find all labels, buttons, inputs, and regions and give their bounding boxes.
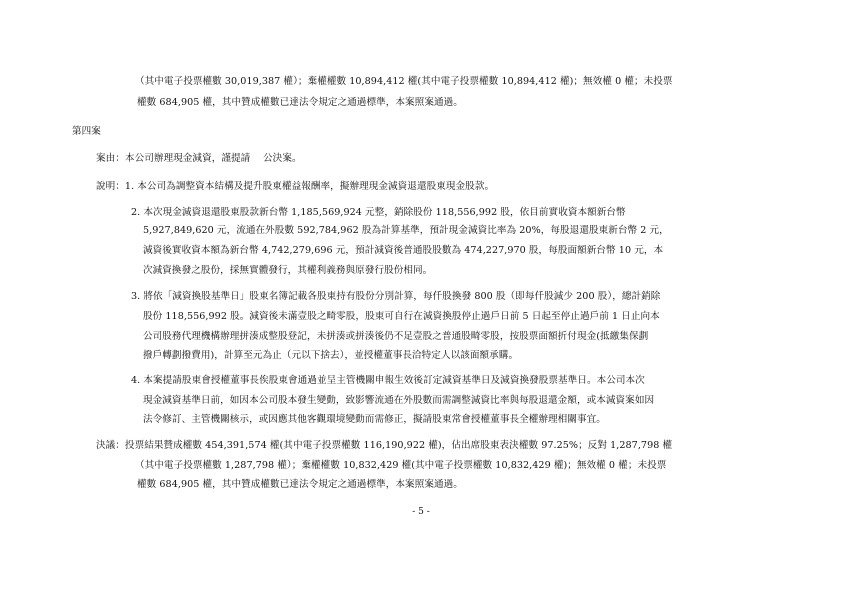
resolution-line-1: 決議：投票結果贊成權數 454,391,574 權(其中電子投票權數 116,190,922 權)，佔出席股東表決權數 97.25%；反對 1,287,798 權 — [96, 440, 673, 451]
explanation-item-2-line-3: 減資後實收資本額為新台幣 4,742,279,696 元，預計減資後普通股股數為 474,227,970 股，每股面額新台幣 10 元，本 — [143, 245, 664, 256]
case-heading: 第四案 — [72, 126, 101, 137]
page-number: - 5 - — [412, 507, 430, 517]
explanation-item-4-line-3: 法令修訂、主管機關核示，或因應其他客觀環境變動而需修正，擬請股東常會授權董事長全權辦理相關事宜。 — [143, 414, 606, 425]
prev-result-line-2: 權數 684,905 權，其中贊成權數已達法令規定之通過標準，本案照案通過。 — [137, 97, 463, 108]
explanation-item-1: 說明：1. 本公司為調整資本結構及提升股東權益報酬率，擬辦理現金減資退還股東現金股款。 — [96, 181, 495, 192]
case-subject: 案由：本公司辦理現金減資，謹提請 公決案。 — [96, 153, 302, 164]
explanation-item-3-line-2: 股份 118,556,992 股。減資後未滿壹股之畸零股，股東可自行在減資換股停止過戶日前 5 日起至停止過戶前 1 日止向本 — [143, 311, 660, 322]
explanation-item-2-line-2: 5,927,849,620 元，流通在外股數 592,784,962 股為計算基準，預計現金減資比率為 20%，每股退還股東新台幣 2 元， — [143, 225, 669, 236]
resolution-line-2: （其中電子投票權數 1,287,798 權）；棄權權數 10,832,429 權(其中電子投票權數 10,832,429 權)；無效權 0 權；未投票 — [135, 460, 667, 471]
explanation-item-4-line-1: 4. 本案提請股東會授權董事長俟股東會通過並呈主管機關申報生效後訂定減資基準日及減資換發股票基準日。本公司本次 — [131, 375, 645, 386]
explanation-item-3-line-1: 3. 將依「減資換股基準日」股東名簿記載各股東持有股份分別計算，每仟股換發 800 股（即每仟股減少 200 股），總計銷除 — [131, 291, 661, 302]
prev-result-line-1: （其中電子投票權數 30,019,387 權）；棄權權數 10,894,412 權(其中電子投票權數 10,894,412 權)；無效權 0 權；未投票 — [135, 76, 673, 87]
explanation-item-3-line-4: 撥戶轉劃撥費用)，計算至元為止（元以下捨去），並授權董事長洽特定人以該面額承購。 — [143, 350, 519, 361]
explanation-item-4-line-2: 現金減資基準日前，如因本公司股本發生變動，致影響流通在外股數而需調整減資比率與每股退還金額，或本減資案如因 — [143, 395, 655, 406]
resolution-line-3: 權數 684,905 權，其中贊成權數已達法令規定之通過標準，本案照案通過。 — [137, 479, 463, 490]
explanation-item-3-line-3: 公司股務代理機構辦理拼湊成整股登記，未拼湊或拼湊後仍不足壹股之普通股畸零股，按股票面額折付現金(抵繳集保劃 — [143, 331, 649, 342]
explanation-item-2-line-4: 次減資換發之股份，採無實體發行，其權利義務與原發行股份相同。 — [143, 265, 433, 276]
explanation-item-2-line-1: 2. 本次現金減資退還股東股款新台幣 1,185,569,924 元整，銷除股份 118,556,992 股，依目前實收資本額新台幣 — [131, 207, 626, 218]
